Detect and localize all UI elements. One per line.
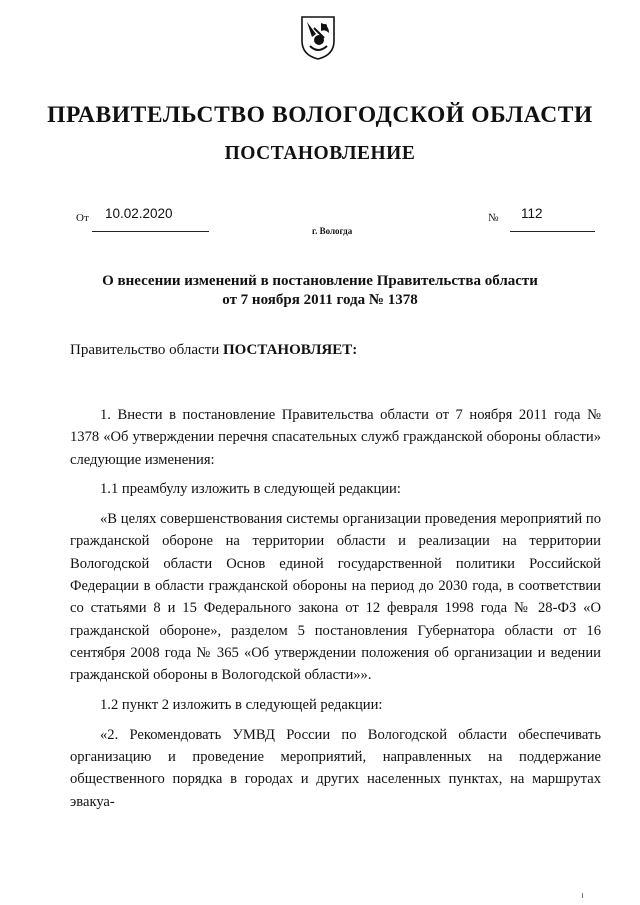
page-mark <box>582 893 583 898</box>
body-paragraph: 1. Внести в постановление Правительства области от 7 ноября 2011 года № 1378 «Об утверждении перечня спасательных служб гражданской обороны области» следующие изменения: <box>70 407 601 468</box>
body-paragraph: 1.2 пункт 2 изложить в следующей редакции: <box>100 697 383 714</box>
resolves-prefix: Правительство области <box>70 342 223 358</box>
body-paragraph: «2. Рекомендовать УМВД России по Вологодской области обеспечивать организацию и проведение мероприятий, направленных на поддержание общественного порядка в городах и других населенных пунктах, на маршрутах эвакуа- <box>70 726 601 810</box>
date-label: От <box>76 212 89 224</box>
resolves-keyword: ПОСТАНОВЛЯЕТ: <box>222 342 358 358</box>
body-paragraph: «В целях совершенствования системы организации проведения мероприятий по гражданской обороне на территории области и реализации на территории Вологодской области Основ единой государственной политики Российской Федерации в области гражданской обороны на период до 2030 года, в соответствии со статьями 8 и 15 Федерального закона от 12 февраля 1998 года № 28-ФЗ «О гражданской обороне», разделом 5 постановления Губернатора области от 16 сентября 2008 года № 365 «Об утверждении положения об организации и ведении гражданской обороны в Вологодской области»». <box>70 511 601 684</box>
subject-line: от 7 ноября 2011 года № 1378 <box>222 292 418 308</box>
number-label: № <box>488 212 499 224</box>
document-subject <box>70 272 570 310</box>
document-type: ПОСТАНОВЛЕНИЕ <box>224 143 416 164</box>
coat-of-arms-icon <box>298 14 338 60</box>
document-number: 112 <box>521 206 543 221</box>
subject-line: О внесении изменений в постановление Правительства области <box>102 273 538 289</box>
document-date: 10.02.2020 <box>105 206 173 221</box>
resolves-statement <box>70 342 357 359</box>
document-body <box>70 404 601 821</box>
government-title: ПРАВИТЕЛЬСТВО ВОЛОГОДСКОЙ ОБЛАСТИ <box>47 102 593 128</box>
city-label: г. Вологда <box>312 226 353 236</box>
body-paragraph: 1.1 преамбулу изложить в следующей редакции: <box>100 481 401 498</box>
